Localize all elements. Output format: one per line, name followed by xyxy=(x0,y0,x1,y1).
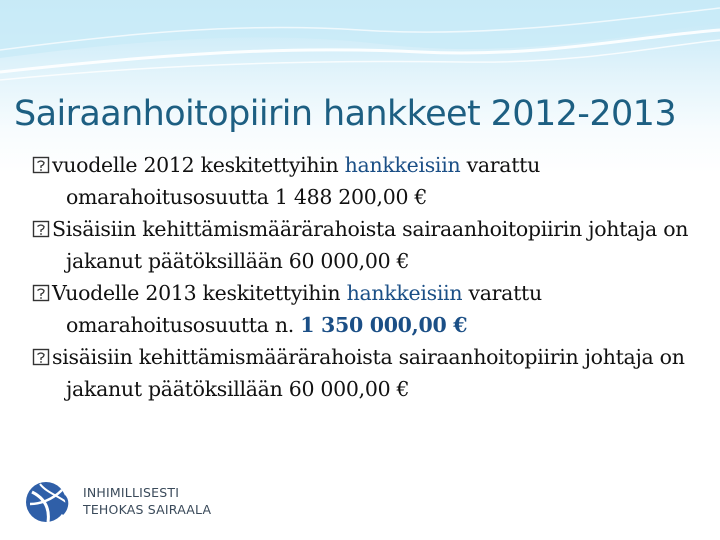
logo-line-1: INHIMILLISESTI xyxy=(83,485,180,500)
missing-glyph-box-icon xyxy=(32,220,50,238)
highlight-amount: 1 350 000,00 € xyxy=(300,313,468,337)
missing-glyph-box-icon xyxy=(32,284,50,302)
bullet-item xyxy=(32,149,692,213)
highlight-term: hankkeisiin xyxy=(344,153,461,177)
logo-line-2: TEHOKAS SAIRAALA xyxy=(83,502,212,517)
bullet-item xyxy=(32,213,692,277)
hospital-logo xyxy=(22,474,222,530)
bullet-text: Sisäisiin kehittämismäärärahoista sairaanhoitopiirin johtaja on jakanut päätöksillään 60 000,00 € xyxy=(52,217,689,273)
globe-logo-icon xyxy=(22,474,78,530)
bullet-item xyxy=(32,341,692,405)
bullet-text: varattu omarahoitusosuutta 1 488 200,00 € xyxy=(66,153,540,209)
bullet-text: varattu omarahoitusosuutta n. xyxy=(66,281,542,337)
highlight-term: hankkeisiin xyxy=(346,281,463,305)
logo-text xyxy=(83,484,211,518)
missing-glyph-box-icon xyxy=(32,348,50,366)
bullet-item xyxy=(32,277,692,341)
bullet-text: sisäisiin kehittämismäärärahoista sairaanhoitopiirin johtaja on jakanut päätöksillään 60 000,00 € xyxy=(52,345,685,401)
missing-glyph-box-icon xyxy=(32,156,50,174)
bullet-text: Vuodelle 2013 keskitettyihin xyxy=(52,281,347,305)
bullet-text: vuodelle 2012 keskitettyihin xyxy=(52,153,345,177)
bullet-list xyxy=(32,149,692,405)
slide-title: Sairaanhoitopiirin hankkeet 2012-2013 xyxy=(14,94,676,134)
